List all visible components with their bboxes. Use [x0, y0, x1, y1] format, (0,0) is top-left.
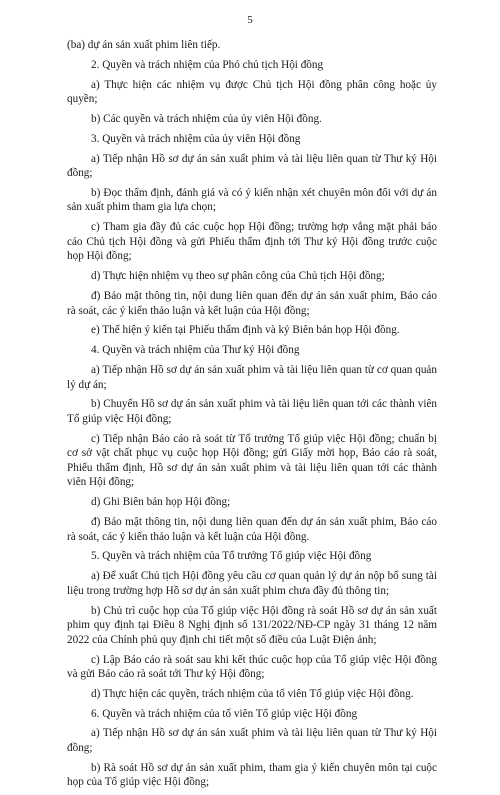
paragraph: c) Lập Báo cáo rà soát sau khi kết thúc cuộc họp của Tổ giúp việc Hội đồng và gửi Báo cáo rà soát tới Thư ký Hội đồng;	[67, 653, 437, 681]
paragraph: a) Để xuất Chủ tịch Hội đồng yêu cầu cơ quan quản lý dự án nộp bổ sung tài liệu trong trường hợp Hồ sơ dự án sản xuất phim chưa đầy đủ thông tin;	[67, 570, 437, 597]
paragraph: c) Tham gia đầy đủ các cuộc họp Hội đồng; trường hợp vắng mặt phải báo cáo Chủ tịch Hội đồng và gửi Phiếu thẩm định tới Thư ký Hội đồng trước cuộc họp Hội đồng;	[67, 221, 437, 263]
section-heading: 5. Quyền và trách nhiệm của Tổ trưởng Tổ giúp việc Hội đồng	[91, 550, 372, 563]
paragraph: c) Tiếp nhận Báo cáo rà soát từ Tổ trưởng Tổ giúp việc Hội đồng; chuẩn bị cơ sở vật chất phục vụ cuộc họp Hội đồng; gửi Giấy mời họp, Báo cáo rà soát, Phiếu thẩm định, Hồ sơ dự án sản xuất phim và tài liệu liên quan tới các thành viên Hội đồng;	[67, 432, 437, 489]
section-heading: 6. Quyền và trách nhiệm của tổ viên Tổ giúp việc Hội đồng	[91, 707, 358, 720]
paragraph: d) Thực hiện các quyền, trách nhiệm của tổ viên Tổ giúp việc Hội đồng.	[91, 687, 414, 700]
paragraph: a) Tiếp nhận Hồ sơ dự án sản xuất phim và tài liệu liên quan từ Thư ký Hội đồng;	[67, 727, 437, 755]
paragraph: b) Các quyền và trách nhiệm của ủy viên Hội đồng.	[91, 112, 322, 125]
paragraph: a) Tiếp nhận Hồ sơ dự án sản xuất phim và tài liệu liên quan từ cơ quan quản lý dự án;	[67, 363, 437, 391]
section-heading: 4. Quyền và trách nhiệm của Thư ký Hội đồng	[91, 344, 300, 357]
paragraph: a) Tiếp nhận Hồ sơ dự án sản xuất phim và tài liệu liên quan từ Thư ký Hội đồng;	[67, 152, 437, 180]
section-heading: 3. Quyền và trách nhiệm của ủy viên Hội đồng	[91, 132, 301, 145]
document-body	[67, 38, 437, 795]
paragraph: d) Thực hiện nhiệm vụ theo sự phân công của Chủ tịch Hội đồng;	[91, 270, 385, 283]
paragraph: b) Chủ trì cuộc họp của Tổ giúp việc Hội đồng rà soát Hồ sơ dự án sản xuất phim quy định tại Điều 8 Nghị định số 131/2022/NĐ-CP ngày 31 tháng 12 năm 2022 của Chính phủ quy định chi tiết một số điều của Luật Điện ảnh;	[67, 604, 437, 646]
paragraph: a) Thực hiện các nhiệm vụ được Chủ tịch Hội đồng phân công hoặc ủy quyền;	[67, 78, 437, 106]
paragraph: đ) Bảo mật thông tin, nội dung liên quan đến dự án sản xuất phim, Báo cáo rà soát, các ý kiến thảo luận và kết luận của Hội đồng.	[67, 516, 437, 543]
paragraph: b) Chuyển Hồ sơ dự án sản xuất phim và tài liệu liên quan tới các thành viên Tổ giúp việc Hội đồng;	[67, 398, 437, 425]
section-heading: 2. Quyền và trách nhiệm của Phó chủ tịch Hội đồng	[91, 58, 324, 71]
page-number: 5	[247, 14, 253, 26]
paragraph: e) Thể hiện ý kiến tại Phiếu thẩm định và ký Biên bản họp Hội đồng.	[91, 324, 400, 337]
paragraph: (ba) dự án sản xuất phim liên tiếp.	[67, 39, 221, 51]
paragraph: d) Ghi Biên bản họp Hội đồng;	[91, 496, 231, 509]
paragraph: b) Rà soát Hồ sơ dự án sản xuất phim, tham gia ý kiến chuyên môn tại cuộc họp của Tổ giúp việc Hội đồng;	[67, 761, 437, 789]
paragraph: đ) Bảo mật thông tin, nội dung liên quan đến dự án sản xuất phim, Báo cáo rà soát, các ý kiến thảo luận và kết luận của Hội đồng;	[67, 290, 437, 317]
paragraph: b) Đọc thẩm định, đánh giá và có ý kiến nhận xét chuyên môn đối với dự án sản xuất phim tham gia lựa chọn;	[67, 186, 437, 214]
